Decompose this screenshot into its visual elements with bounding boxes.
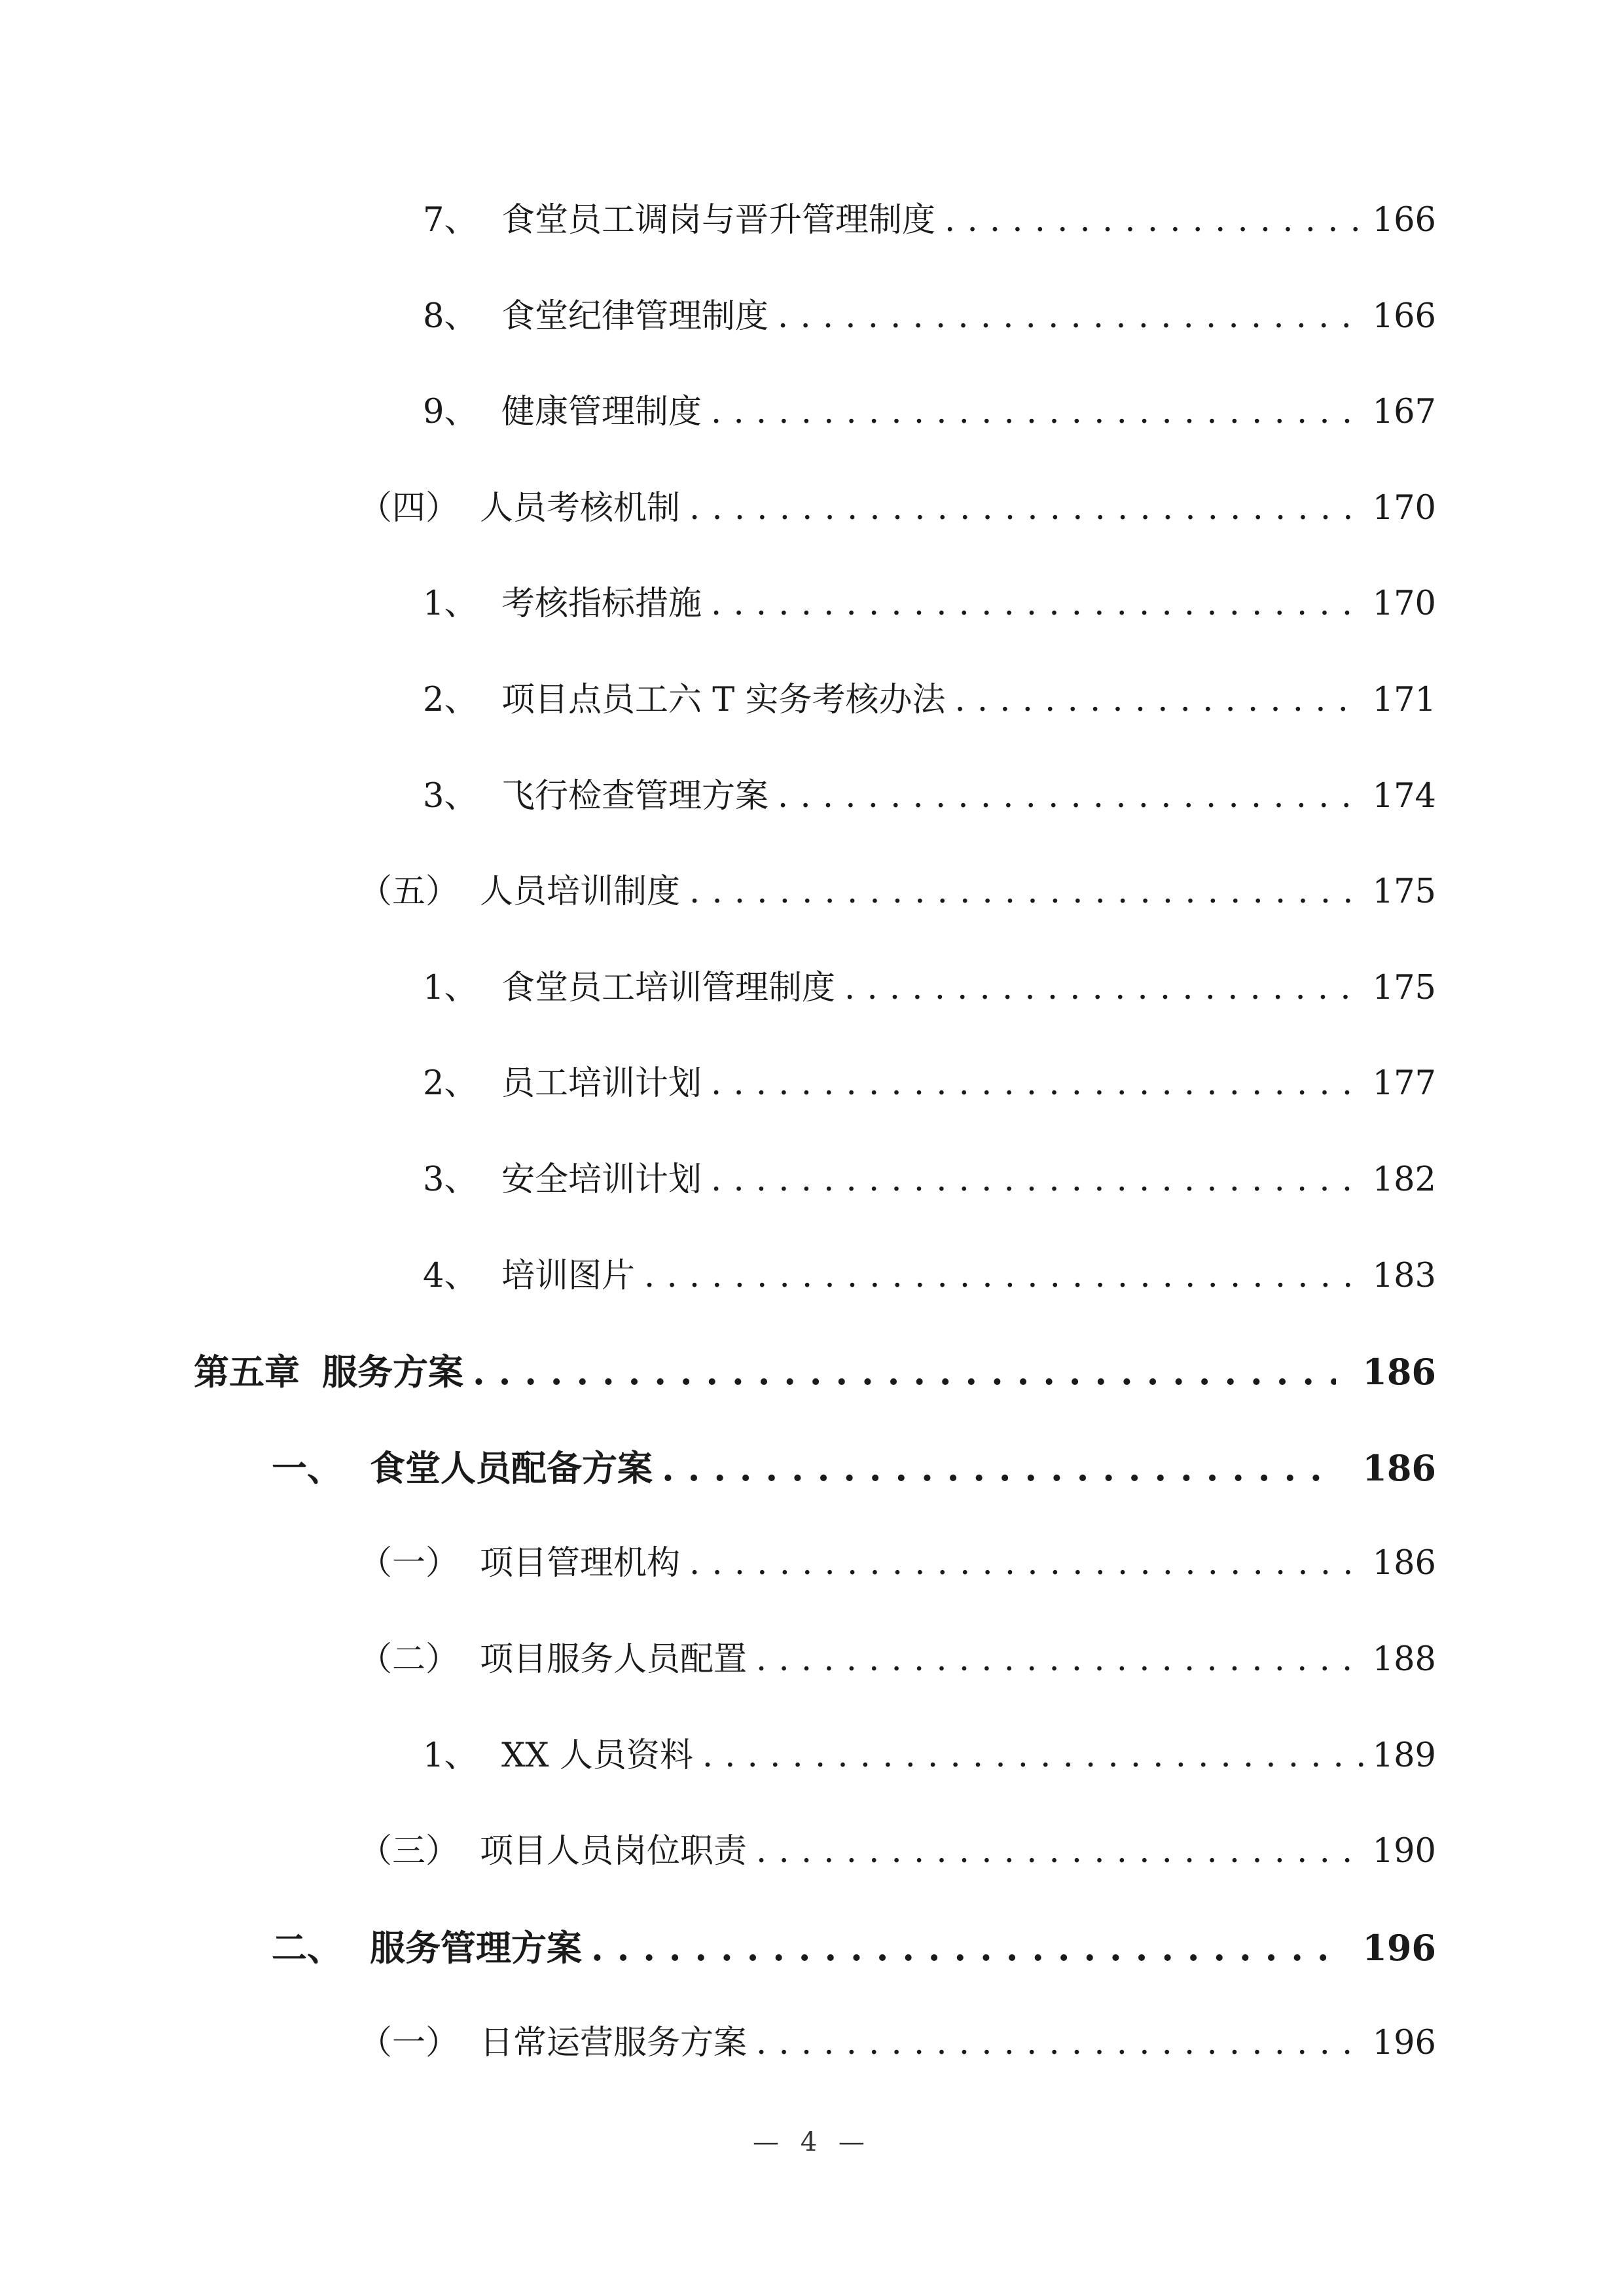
toc-entry[interactable] [272, 1439, 1436, 1498]
toc-entry[interactable] [423, 191, 1436, 250]
toc-entry-title: 项目点员工六 T 实务考核办法 [501, 681, 946, 719]
toc-entry-number: 4、 [423, 1257, 478, 1295]
toc-entry-number: 8、 [423, 297, 478, 336]
toc-entry-title: 项目服务人员配置 [480, 1640, 748, 1679]
toc-entry-title: 项目人员岗位职责 [480, 1832, 748, 1871]
toc-dot-leader [711, 575, 1363, 634]
toc-entry-page-number: 188 [1372, 1640, 1436, 1679]
toc-entry-title: 人员培训制度 [480, 872, 681, 911]
toc-entry-page-number: 196 [1362, 1927, 1436, 1969]
page-number-footer: — 4 — [753, 2127, 871, 2157]
toc-entry-page-number: 175 [1372, 969, 1436, 1007]
toc-entry-title: 人员考核机制 [480, 489, 681, 528]
toc-entry-number: 1、 [423, 1736, 478, 1775]
toc-entry-title: XX 人员资料 [501, 1736, 693, 1775]
toc-entry[interactable] [423, 575, 1436, 634]
toc-dot-leader [711, 1054, 1363, 1113]
toc-entry-title: 食堂员工培训管理制度 [501, 969, 836, 1007]
toc-entry-title: 服务管理方案 [370, 1927, 582, 1969]
toc-entry-page-number: 171 [1372, 681, 1436, 719]
toc-dot-leader [591, 1918, 1336, 1977]
toc-entry-number: 2、 [423, 1064, 478, 1103]
toc-entry-page-number: 170 [1372, 584, 1436, 623]
toc-dot-leader [711, 383, 1363, 442]
toc-dot-leader [644, 1247, 1363, 1306]
toc-entry-page-number: 170 [1372, 489, 1436, 528]
toc-dot-leader [778, 767, 1363, 826]
toc-entry[interactable] [423, 383, 1436, 442]
toc-entry-number: 7、 [423, 201, 478, 240]
toc-entry-number: 二、 [272, 1927, 342, 1969]
toc-dot-leader [756, 1822, 1363, 1881]
toc-dot-leader [689, 479, 1363, 538]
toc-entry[interactable] [272, 1918, 1436, 1977]
toc-entry-number: 1、 [423, 584, 478, 623]
toc-entry-number: 一、 [272, 1447, 342, 1489]
toc-entry-title: 培训图片 [501, 1257, 636, 1295]
toc-entry-page-number: 166 [1372, 297, 1436, 336]
toc-dot-leader [473, 1342, 1336, 1401]
toc-dot-leader [689, 863, 1363, 922]
toc-entry[interactable] [359, 1822, 1436, 1881]
toc-entry-page-number: 189 [1372, 1736, 1436, 1775]
toc-dot-leader [945, 191, 1363, 250]
toc-entry-title: 食堂纪律管理制度 [501, 297, 769, 336]
toc-entry-title: 安全培训计划 [501, 1160, 702, 1199]
toc-entry-title: 食堂员工调岗与晋升管理制度 [501, 201, 936, 240]
toc-entry-page-number: 196 [1372, 2024, 1436, 2062]
toc-entry-page-number: 190 [1372, 1832, 1436, 1871]
toc-entry-number: （五） [359, 872, 460, 911]
toc-entry-page-number: 186 [1372, 1544, 1436, 1583]
toc-entry-page-number: 177 [1372, 1064, 1436, 1103]
toc-entry-page-number: 186 [1362, 1447, 1436, 1489]
toc-entry[interactable] [423, 1727, 1436, 1785]
toc-entry-number: （二） [359, 1640, 460, 1679]
toc-entry-page-number: 166 [1372, 201, 1436, 240]
toc-dot-leader [702, 1727, 1363, 1785]
toc-entry-number: （一） [359, 1544, 460, 1583]
toc-entry[interactable] [423, 1054, 1436, 1113]
toc-entry[interactable] [194, 1342, 1436, 1401]
toc-dot-leader [778, 287, 1363, 346]
toc-entry-title: 员工培训计划 [501, 1064, 702, 1103]
toc-entry[interactable] [423, 767, 1436, 826]
toc-entry-page-number: 174 [1372, 777, 1436, 816]
toc-dot-leader [662, 1439, 1336, 1498]
toc-entry[interactable] [423, 1151, 1436, 1210]
toc-entry[interactable] [423, 1247, 1436, 1306]
toc-entry[interactable] [359, 2014, 1436, 2073]
toc-entry-number: 第五章 [194, 1351, 300, 1393]
toc-entry[interactable] [423, 959, 1436, 1018]
toc-entry[interactable] [359, 863, 1436, 922]
toc-entry-page-number: 167 [1372, 393, 1436, 431]
toc-entry-number: 3、 [423, 777, 478, 816]
toc-entry-page-number: 186 [1362, 1351, 1436, 1393]
toc-entry-title: 考核指标措施 [501, 584, 702, 623]
toc-entry-title: 项目管理机构 [480, 1544, 681, 1583]
toc-entry-page-number: 183 [1372, 1257, 1436, 1295]
toc-entry-title: 食堂人员配备方案 [370, 1447, 653, 1489]
toc-dot-leader [711, 1151, 1363, 1210]
toc-entry-page-number: 175 [1372, 872, 1436, 911]
toc-entry[interactable] [423, 287, 1436, 346]
toc-dot-leader [756, 1630, 1363, 1689]
toc-entry-page-number: 182 [1372, 1160, 1436, 1199]
toc-entry-number: 2、 [423, 681, 478, 719]
toc-entry-number: 3、 [423, 1160, 478, 1199]
toc-entry-number: （三） [359, 1832, 460, 1871]
toc-entry-title: 健康管理制度 [501, 393, 702, 431]
toc-entry-title: 日常运营服务方案 [480, 2024, 748, 2062]
toc-dot-leader [756, 2014, 1363, 2073]
toc-entry-number: 1、 [423, 969, 478, 1007]
toc-dot-leader [844, 959, 1363, 1018]
toc-entry-title: 飞行检查管理方案 [501, 777, 769, 816]
toc-dot-leader [954, 671, 1363, 730]
toc-entry-number: 9、 [423, 393, 478, 431]
toc-entry-number: （一） [359, 2024, 460, 2062]
toc-entry[interactable] [359, 1630, 1436, 1689]
toc-entry[interactable] [423, 671, 1436, 730]
toc-entry-number: （四） [359, 489, 460, 528]
toc-dot-leader [689, 1534, 1363, 1593]
toc-entry-title: 服务方案 [322, 1351, 463, 1393]
toc-entry[interactable] [359, 1534, 1436, 1593]
toc-entry[interactable] [359, 479, 1436, 538]
